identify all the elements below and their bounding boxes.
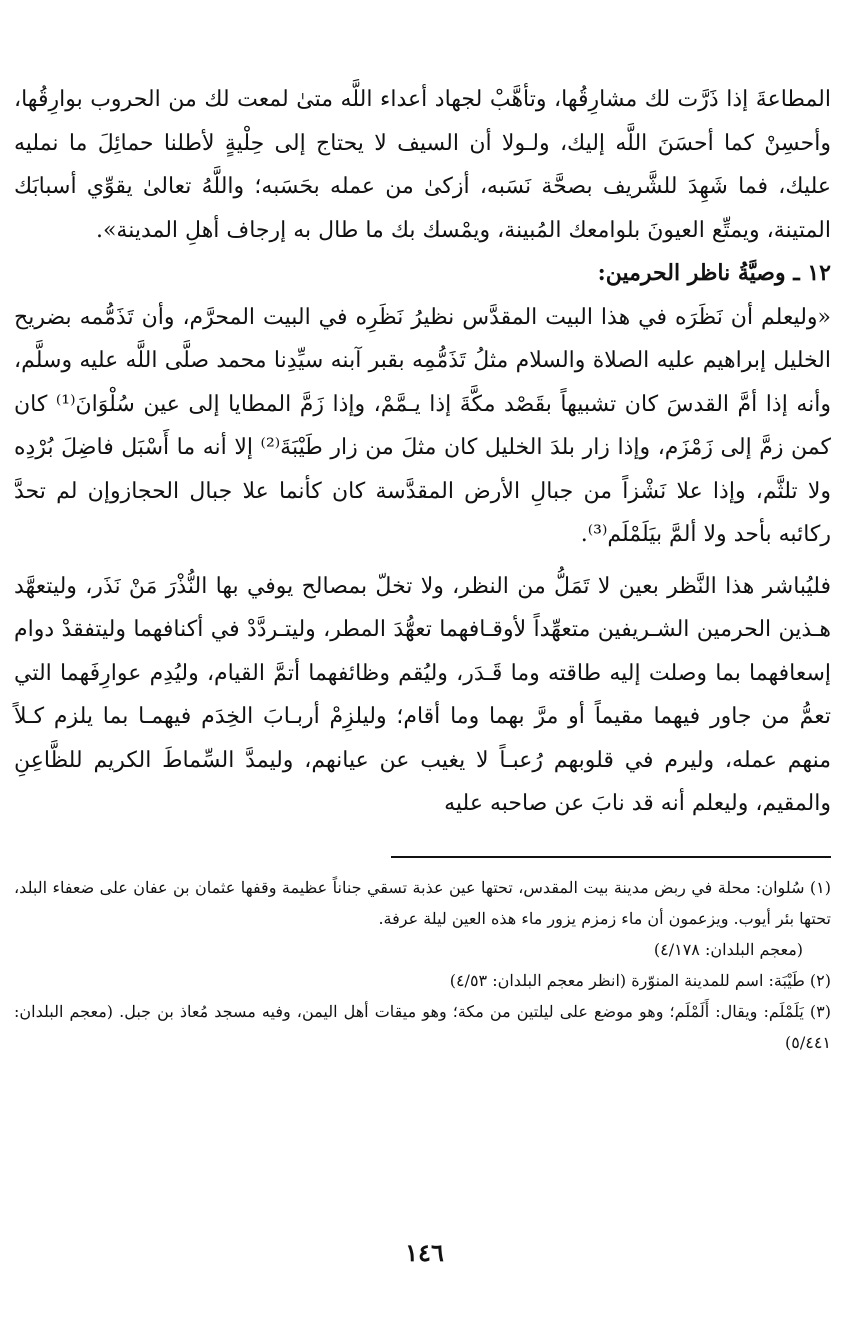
paragraph-quote-start: «وليعلم أن نَظَرَه في هذا البيت المقدَّس نظيرُ نَظَرِه في البيت المحرَّم، وأن تَذَمُّمه بضريح الخليل إبراهيم عليه الصلاة والسلام مثلُ تَذَمُّمِه بقبر آبنه سيِّدِنا محمد صلَّى اللَّه عليه وسلَّم، وأنه إذا أمَّ القدسَ كان تشبيهاً بقَصْد مكَّةَ إذا يـمَّمْ، وإذا زَمَّ المطايا إلى عين سُلْوَانَ⁽¹⁾ كان كمن زمَّ إلى زَمْزَم، وإذا زار بلدَ الخليل كان مثلَ من زار طَيْبَةَ⁽²⁾ إلا أنه ما أَسْبَل فاضِلَ بُرْدِه ولا تلثَّم، وإذا علا نَشْزاً من جبالِ الأرض المقدَّسة كان كأنما علا جبال الحجازوإن لم تحدَّ ركائبه بأحد ولا ألمَّ بيَلَمْلَم⁽³⁾. — [14, 304, 831, 547]
footnotes — [14, 872, 831, 1058]
paragraph-instructions: فليُباشر هذا النَّظر بعين لا تَمَلُّ من النظر، ولا تخلّ بمصالح يوفي بها النُّذْرَ مَنْ نَذَر، وليتعهَّد هـذين الحرمين الشـريفين متعهِّداً لأوقـافهما تعهُّدَ المطر، وليتـردَّدْ في أكنافهما وليتفقدْ دوام إسعافهما بما وصلت إليه طاقته وما قَـدَر، وليُقم وظائفهما أتمَّ القيام، وليُدِم عوارِفَهما التي تعمُّ من جاور فيهما مقيماً أو مرَّ بهما وما أقام؛ وليلزِمْ أربـابَ الخِدَم فيهمـا بما يلزم كـلاً منهم عمله، وليرم في قلوبهم رُعبـاً لا يغيب عن عيانهم، وليمدَّ السِّماطَ الكريم للظَّاعِنِ والمقيم، وليعلم أنه قد نابَ عن صاحبه عليه — [14, 573, 831, 816]
main-text — [14, 78, 831, 826]
section-heading: ١٢ ـ وصيَّةُ ناظر الحرمين: — [597, 260, 831, 286]
page-number: ١٤٦ — [405, 1238, 444, 1267]
footnote-1-source: (معجم البلدان: ٤/١٧٨) — [653, 939, 803, 959]
footnote-2: (٢) طَيْبَة: اسم للمدينة المنوّرة (انظر معجم البلدان: ٤/٥٣) — [449, 970, 831, 990]
paragraph-continuation: المطاعةَ إذا ذَرَّت لك مشارِقُها، وتأهَّبْ لجهاد أعداء اللَّه متىٰ لمعت لك من الحروب بوارِقُها، وأحسِنْ كما أحسَنَ اللَّه إليك، ولـولا أن السيف لا يحتاج إلى حِلْيةٍ لأطلنا حمائِلَ ما نمليه عليك، فما شَهِدَ للشَّريف بصحَّة نَسَبه، أزكىٰ من عمله بحَسَبه؛ واللَّهُ تعالىٰ يقوِّي أسبابَك المتينة، ويمتِّع العيونَ بلوامعك المُبينة، ويمْسك بك ما طال به إرجاف أهلِ المدينة». — [14, 87, 831, 243]
footnote-divider — [391, 856, 831, 858]
footnote-3: (٣) يَلَمْلَم: ويقال: أَلَمْلَم؛ وهو موضع على ليلتين من مكة؛ وهو ميقات أهل اليمن، وفيه مسجد مُعاذ بن جبل. (معجم البلدان: ٥/٤٤١) — [14, 1001, 831, 1052]
footnote-1: (١) سُلوان: محلة في ربض مدينة بيت المقدس، تحتها عين عذبة تسقي جناناً عظيمة وقفها عثمان بن عفان على ضعفاء البلد، تحتها بئر أيوب. ويزعمون أن ماء زمزم يزور ماء هذه العين ليلة عرفة. — [14, 877, 831, 928]
